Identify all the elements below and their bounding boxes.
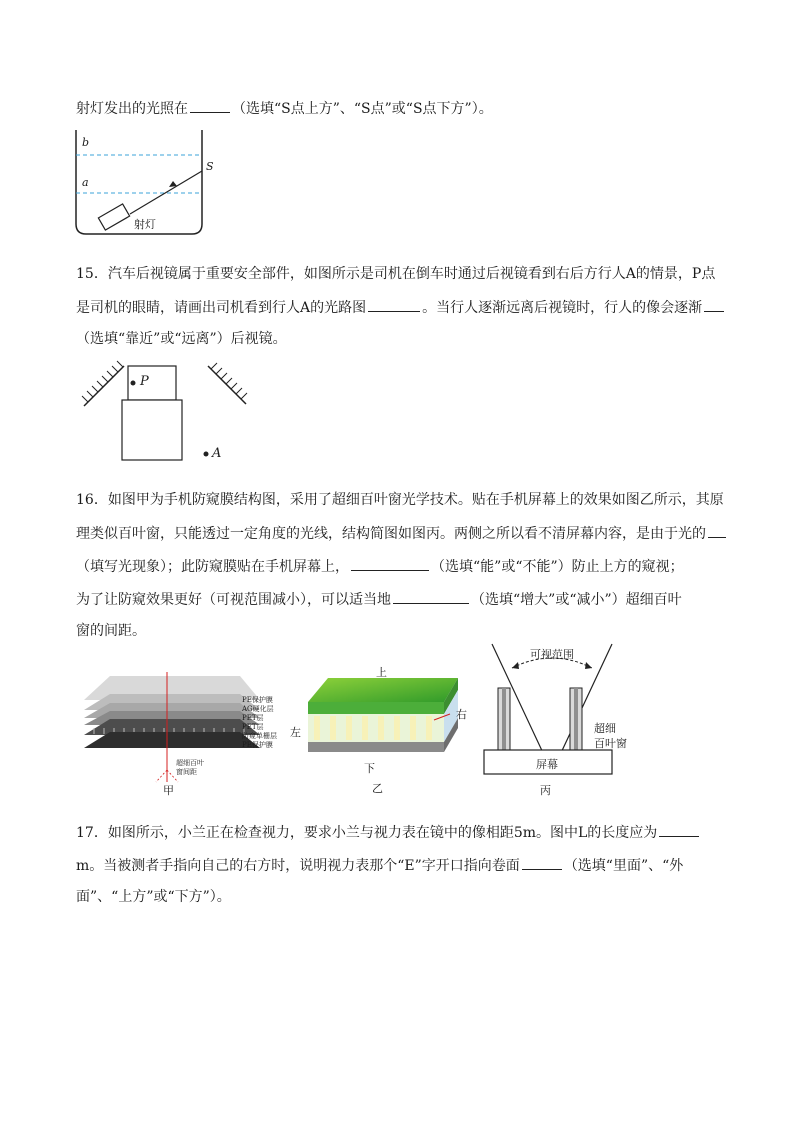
label-right: 右 — [456, 708, 467, 721]
visible-range-label: 可视范围 — [530, 648, 574, 661]
q16-text-5: （选填“增大”或“减小”）超细百叶 — [471, 592, 682, 608]
q17-line-2 — [76, 855, 683, 876]
q16-text-3: （选填“能”或“不能”）防止上方的窥视； — [431, 559, 684, 575]
q16-text: 理类似百叶窗，只能透过一定角度的光线，结构简图如图丙。两侧之所以看不清屏幕内容，是由于光的 — [76, 526, 706, 542]
q17-line-3: 面”、“上方”或“下方”）。 — [76, 889, 231, 905]
q15-text: 是司机的眼睛，请画出司机看到行人A的光路图 — [76, 300, 367, 316]
q15-answer-blank[interactable] — [704, 297, 724, 312]
q15-line-2 — [76, 297, 726, 318]
q17-text-3: （选填“里面”、“外 — [563, 858, 684, 874]
blind-note: 超细百叶 — [176, 759, 204, 767]
q17-line-1 — [76, 822, 701, 843]
q14-figure — [74, 126, 214, 238]
mirror-diagram — [80, 358, 250, 466]
q16-phenomenon-blank[interactable] — [708, 523, 726, 538]
q16-line-3 — [76, 556, 684, 577]
layer-label-pe-2: PE保护膜 — [242, 741, 273, 749]
layer-label-pet: PET层 — [242, 714, 264, 722]
q16-figure-jia — [70, 670, 310, 798]
q16-figure-yi — [284, 662, 474, 798]
q14-line-1 — [76, 98, 493, 119]
q16-line-5: 窗的间距。 — [76, 623, 146, 639]
caption-yi: 乙 — [372, 782, 383, 795]
spotlight-label: 射灯 — [134, 218, 156, 231]
q15-figure — [80, 358, 250, 466]
q16-line-2 — [76, 523, 728, 544]
layer-label-pet-2: PET层 — [242, 723, 264, 731]
q16-text-4: 为了让防窥效果更好（可视范围减小），可以适当地 — [76, 592, 391, 608]
blinds-label-2: 百叶窗 — [594, 737, 627, 750]
q16-figure-bing — [478, 640, 638, 798]
q16-spacing-blank[interactable] — [393, 589, 469, 604]
point-a-label: A — [212, 446, 222, 461]
layer-label-grating: 防窥单栅层 — [242, 732, 277, 740]
q15-line-3: （选填“靠近”或“远离”）后视镜。 — [76, 331, 287, 347]
q16-text-2: （填写光现象）；此防窥膜贴在手机屏幕上， — [76, 559, 349, 575]
label-down: 下 — [364, 762, 375, 775]
label-left: 左 — [290, 726, 301, 739]
caption-jia: 甲 — [163, 784, 174, 797]
line-a-label: a — [82, 176, 89, 189]
q14-answer-blank[interactable] — [190, 98, 230, 113]
point-p-label: P — [140, 374, 149, 389]
q17-text-2: m。当被测者手指向自己的右方时，说明视力表那个“E”字开口指向卷面 — [76, 858, 520, 874]
point-s-label: S — [206, 160, 214, 173]
q14-options-text: （选填“S点上方”、“S点”或“S点下方”）。 — [232, 101, 493, 117]
label-up: 上 — [376, 666, 387, 679]
screen-effect-diagram — [284, 662, 474, 798]
line-b-label: b — [82, 136, 90, 149]
spacing-note: 窗间距 — [176, 768, 197, 776]
q17-direction-blank[interactable] — [522, 855, 562, 870]
q15-diagram-blank[interactable] — [368, 297, 420, 312]
q15-text-2: 。当行人逐渐远离后视镜时，行人的像会逐渐 — [422, 300, 703, 316]
viewing-angle-diagram — [478, 640, 638, 798]
q14-text: 射灯发出的光照在 — [76, 101, 188, 117]
layer-label-ag: AG硬化层 — [242, 705, 274, 713]
screen-label: 屏幕 — [536, 758, 558, 771]
blinds-label-1: 超细 — [594, 722, 616, 735]
caption-bing: 丙 — [540, 784, 551, 797]
q16-can-blank[interactable] — [351, 556, 429, 571]
q17-length-blank[interactable] — [659, 822, 699, 837]
q16-line-4 — [76, 589, 682, 610]
q16-line-1: 16．如图甲为手机防窥膜结构图，采用了超细百叶窗光学技术。贴在手机屏幕上的效果如图乙所示，其原 — [76, 492, 724, 508]
q15-line-1: 15．汽车后视镜属于重要安全部件，如图所示是司机在倒车时通过后视镜看到右后方行人A的情景，P点 — [76, 266, 716, 282]
q17-text: 17．如图所示，小兰正在检查视力，要求小兰与视力表在镜中的像相距5m。图中L的长度应为 — [76, 825, 658, 841]
layer-label-pe: PE保护膜 — [242, 696, 273, 704]
